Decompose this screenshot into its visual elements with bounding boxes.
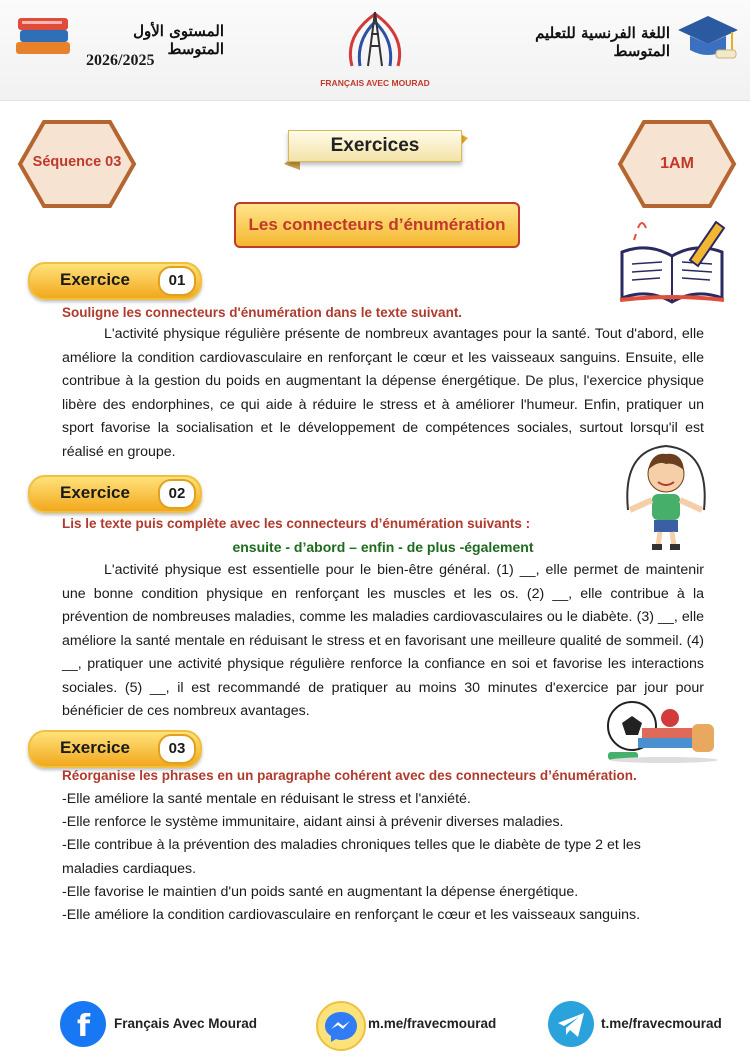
eiffel-logo-icon (330, 6, 420, 76)
lesson-title: Les connecteurs d’énumération (234, 202, 520, 248)
list-item: -Elle contribue à la prévention des maladies chroniques telles que le diabète de type 2 et les maladies cardiaques. (62, 837, 641, 877)
messenger-link[interactable]: m.me/fravecmourad (368, 1016, 497, 1031)
exercise-2-text: L'activité physique est essentielle pour le bien-être général. (1) __, elle permet de maintenir une bonne condition physique en renforçant les muscles et les os. (2) __, elle contribue à la prévention de nombreuses maladies, comme les maladies cardiovasculaires ou le diabète. (3) __, elle améliore la santé mentale en réduisant le stress et en favorisant une meilleure qualité de sommeil. (4) __, pratiquer une activité physique régulière renforce la confiance en soi et favorise les interactions sociales. (5) __, il est recommandé de pratiquer au moins 30 minutes d'exercice par jour pour bénéficier de ces nombreux avantages. (62, 562, 704, 719)
svg-text:f: f (77, 1009, 91, 1044)
exercise-2-number: 02 (158, 479, 196, 509)
exercise-1-number: 01 (158, 266, 196, 296)
school-year: 2026/2025 (86, 52, 155, 69)
exercise-3-list (62, 788, 704, 927)
exercise-1-label: Exercice (60, 270, 130, 289)
exercise-3-number: 03 (158, 734, 196, 764)
exercise-1-instruction: Souligne les connecteurs d'énumération dans le texte suivant. (62, 305, 463, 320)
list-item: -Elle favorise le maintien d'un poids santé en augmentant la dépense énergétique. (62, 883, 579, 900)
logo-text: FRANÇAIS AVEC MOURAD (320, 78, 430, 88)
list-item: -Elle améliore la santé mentale en réduisant le stress et l'anxiété. (62, 791, 471, 807)
exercise-1-tag (28, 262, 202, 300)
list-item: -Elle renforce le système immunitaire, aidant ainsi à prévenir diverses maladies. (62, 814, 564, 831)
level-title-arabic: المستوى الأول المتوسط (133, 22, 224, 58)
telegram-icon[interactable] (548, 1001, 594, 1047)
messenger-icon[interactable] (316, 1001, 366, 1051)
exercise-3-instruction: Réorganise les phrases en un paragraphe cohérent avec des connecteurs d’énumération. (62, 768, 637, 783)
level-badge: 1AM (660, 155, 694, 172)
facebook-icon[interactable] (60, 1001, 106, 1047)
sequence-badge: Séquence 03 (32, 154, 122, 170)
books-icon (12, 12, 74, 60)
exercise-2-label: Exercice (60, 483, 130, 502)
facebook-link[interactable]: Français Avec Mourad (114, 1016, 258, 1031)
exercise-2-connectors: ensuite - d’abord – enfin - de plus -également (232, 539, 534, 555)
exercise-2-instruction: Lis le texte puis complète avec les connecteurs d’énumération suivants : (62, 516, 531, 531)
section-title: Exercices (288, 130, 462, 162)
exercise-3-tag (28, 730, 202, 768)
exercise-3-label: Exercice (60, 738, 130, 757)
subject-title-arabic: اللغة الفرنسية للتعليم المتوسط (535, 24, 670, 60)
exercise-2-tag (28, 475, 202, 513)
sports-equipment-icon (604, 694, 722, 764)
telegram-link[interactable]: t.me/fravecmourad (601, 1016, 722, 1031)
graduation-cap-icon (676, 10, 740, 66)
list-item: -Elle améliore la condition cardiovasculaire en renforçant le cœur et les vaisseaux sanguins. (62, 907, 641, 924)
exercise-1-text: L'activité physique régulière présente de nombreux avantages pour la santé. Tout d'abord, elle améliore la condition cardiovasculaire en renforçant le cœur et les vaisseaux sanguins. Ensuite, elle contribue à la gestion du poids en augmentant la dépense énergétique. De plus, l'exercice physique libère des endorphines, ce qui aide à réduire le stress et à améliorer l'humeur. Enfin, pratiquer un sport favorise la socialisation et le développement de compétences sociales, surtout lorsqu'il est réalisé en groupe. (62, 326, 704, 460)
open-book-icon (612, 212, 732, 308)
